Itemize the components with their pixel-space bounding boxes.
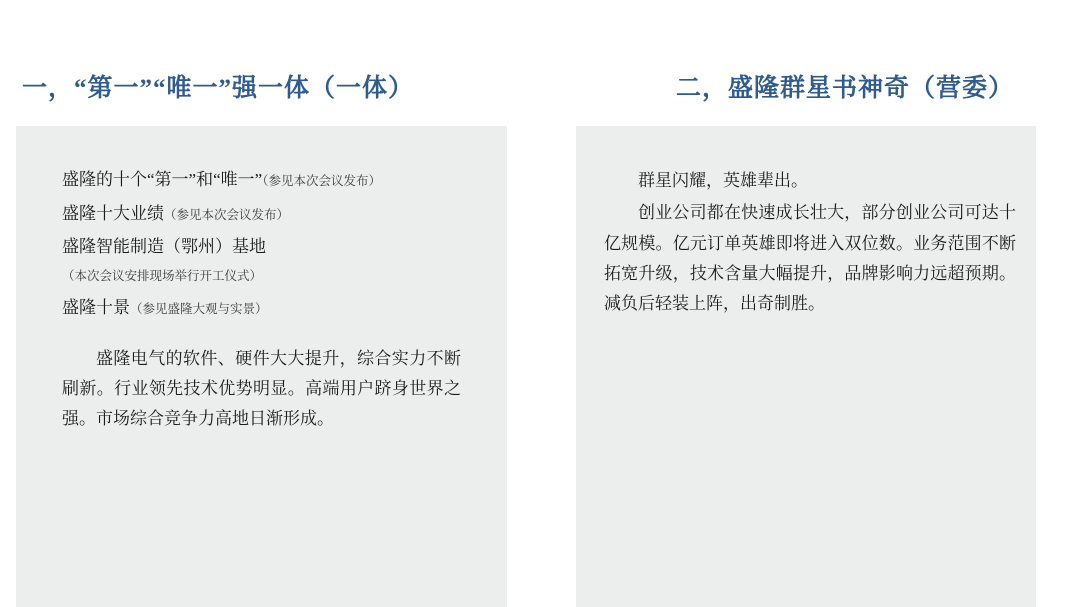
bullet-note: （本次会议安排现场举行开工仪式） bbox=[62, 268, 263, 283]
bullet-text: 盛隆十大业绩 bbox=[62, 203, 164, 223]
bullet-text: 盛隆十景 bbox=[62, 298, 130, 318]
list-item bbox=[62, 200, 461, 228]
right-body-paragraph: 创业公司都在快速成长壮大，部分创业公司可达十亿规模。亿元订单英雄即将进入双位数。业务范围不断拓宽升级，技术含量大幅提升，品牌影响力远超预期。减负后轻装上阵，出奇制胜。 bbox=[604, 203, 1016, 313]
left-content-panel bbox=[16, 126, 507, 607]
list-item bbox=[62, 233, 461, 288]
right-body-paragraph: 群星闪耀，英雄辈出。 bbox=[638, 171, 808, 190]
bullet-note: （参见盛隆大观与实景） bbox=[130, 302, 268, 317]
bullet-note: （参见本次会议发布） bbox=[164, 207, 290, 222]
right-section-heading: 二，盛隆群星书神奇（营委） bbox=[676, 75, 1015, 102]
bullet-text: 盛隆的十个“第一”和“唯一” bbox=[62, 170, 263, 189]
bullet-text: 盛隆智能制造（鄂州）基地 bbox=[62, 237, 266, 257]
right-column bbox=[540, 0, 1080, 607]
bullet-note: （参见本次会议发布） bbox=[262, 174, 381, 188]
right-content-panel bbox=[576, 126, 1036, 607]
left-body-paragraph: 盛隆电气的软件、硬件大大提升，综合实力不断刷新。行业领先技术优势明显。高端用户跻身世界之强。市场综合竞争力高地日渐形成。 bbox=[62, 348, 461, 429]
list-item bbox=[62, 294, 461, 322]
left-section-heading: 一，“第一”“唯一”强一体（一体） bbox=[22, 75, 415, 102]
list-item bbox=[62, 166, 461, 194]
